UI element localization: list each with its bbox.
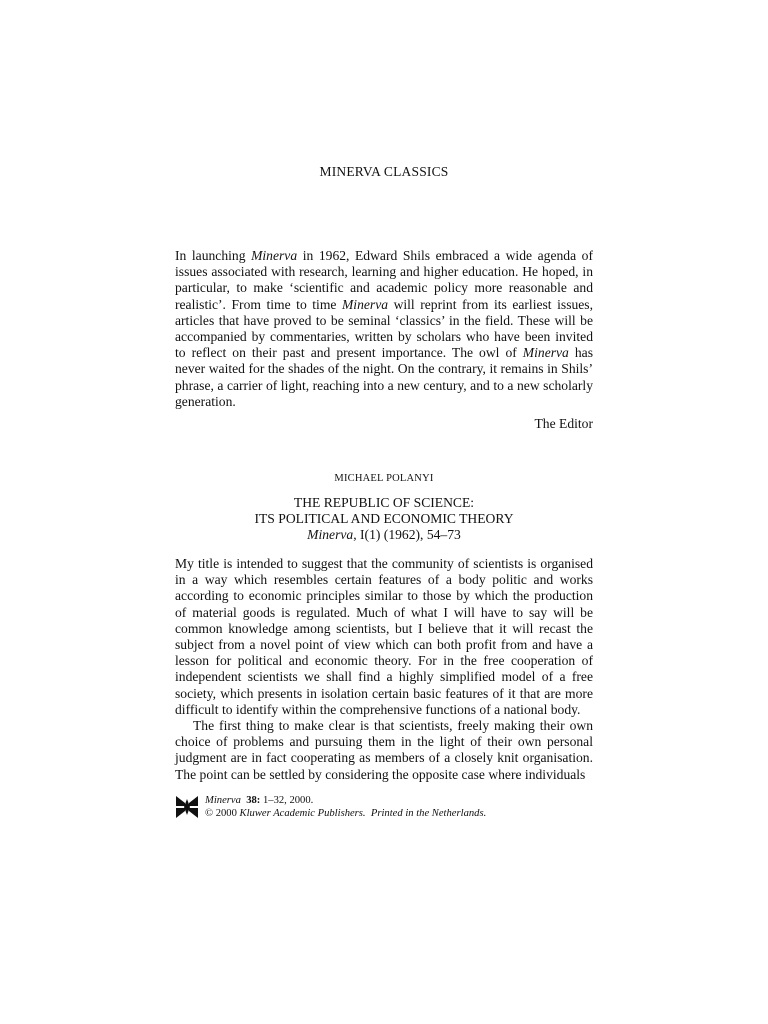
journal-name: Minerva	[251, 248, 298, 263]
footer-text	[205, 794, 486, 820]
intro-text: will reprint from its earliest issues, articles that have proved to be seminal ‘classics’ in the field. These will be accompanied by commentaries, written by scholars who have been invited to reflect on their past and present importance. The owl of	[175, 296, 593, 361]
footer-citation	[205, 794, 486, 807]
journal-name: Minerva	[522, 345, 569, 361]
footer-pages-year: 1–32, 2000.	[262, 795, 314, 806]
article-author: MICHAEL POLANYI	[334, 473, 434, 484]
kluwer-logo-icon	[175, 794, 199, 820]
intro-text: In launching	[175, 248, 252, 263]
section-title: MINERVA CLASSICS	[319, 164, 449, 179]
article-title-line-2: ITS POLITICAL AND ECONOMIC THEORY	[254, 511, 514, 527]
citation-details: , I(1) (1962), 54–73	[353, 527, 461, 543]
intro-text: has never waited for the shades of the night. On the contrary, it remains in Shils’ phrase, a carrier of light, reaching into a new century, and to a new scholarly generation.	[175, 345, 593, 409]
editor-introduction	[175, 248, 593, 410]
publisher-name: Kluwer Academic Publishers.	[239, 808, 366, 820]
article-citation	[175, 527, 593, 543]
body-paragraph-1: My title is intended to suggest that the community of scientists is organised in a way which resembles certain features of a body politic and works according to economic principles similar to those by which the production of material goods is regulated. Much of what I will have to say will be common knowledge among scientists, but I believe that it will recast the subject from a novel point of view which can both profit from and have a lesson for political and economic theory. For in the free cooperation of independent scientists we shall find a highly simplified model of a free society, which presents in isolation certain basic features of it that are more difficult to identify within the comprehensive functions of a national body.	[175, 556, 593, 717]
page-footer	[175, 794, 593, 824]
intro-paragraph	[175, 248, 593, 410]
footer-journal: Minerva	[205, 795, 241, 806]
footer-volume: 38:	[246, 795, 261, 806]
editor-signature: The Editor	[534, 416, 593, 431]
article-title-line-1: THE REPUBLIC OF SCIENCE:	[293, 495, 475, 510]
intro-text: in 1962, Edward Shils embraced a wide agenda of issues associated with research, learning and higher education. He hoped, in particular, to make ‘scientific and academic policy more reasonable and realistic’. From time to time	[175, 248, 593, 312]
citation-journal: Minerva	[307, 527, 354, 543]
printed-location: Printed in the Netherlands.	[370, 808, 487, 820]
copyright-year: © 2000	[205, 808, 237, 820]
footer-copyright	[205, 807, 486, 820]
body-paragraph-2: The first thing to make clear is that scientists, freely making their own choice of problems and pursuing them in the light of their own personal judgment are in fact cooperating as members of a closely knit organisation. The point can be settled by considering the opposite case where individuals	[175, 718, 593, 782]
article-body	[175, 556, 593, 783]
article-title-block	[175, 495, 593, 544]
page	[175, 0, 593, 1024]
journal-name: Minerva	[341, 296, 389, 312]
